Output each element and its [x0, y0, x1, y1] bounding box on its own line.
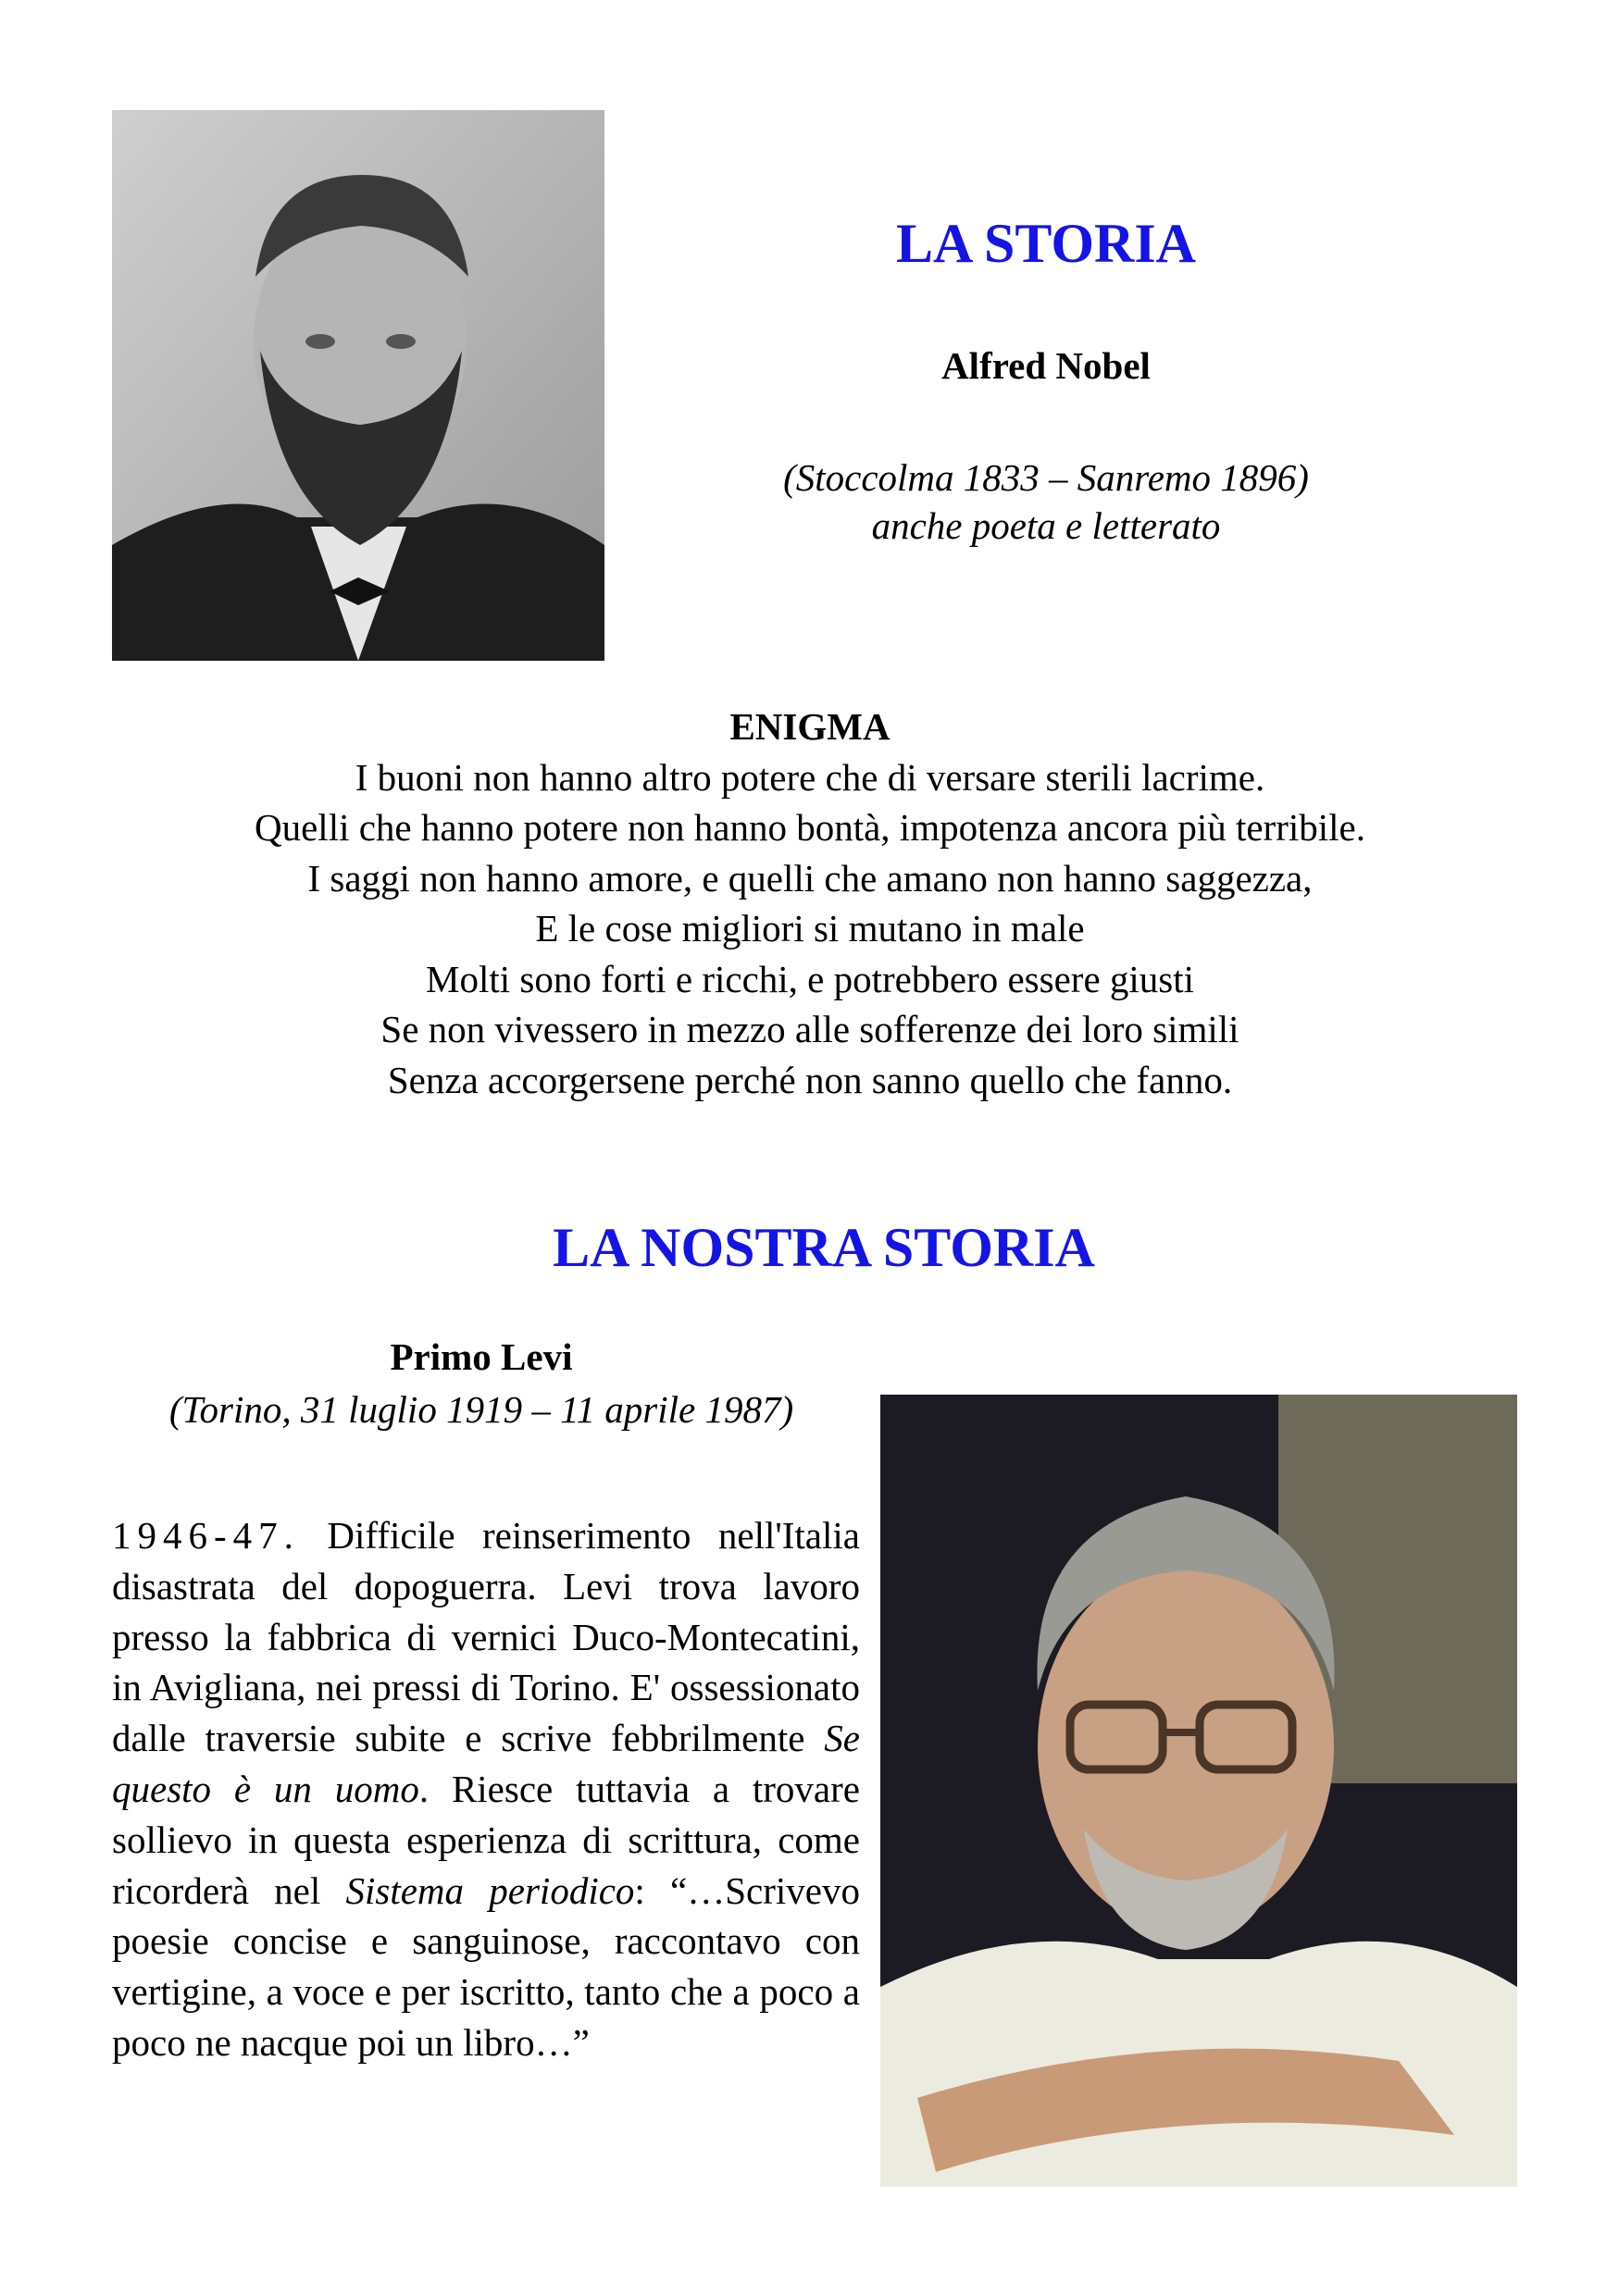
enigma-title: ENIGMA — [729, 705, 890, 748]
poem-line: Se non vivessero in mezzo alle sofferenze dei loro simili — [380, 1008, 1239, 1050]
poem-line: E le cose migliori si mutano in male — [535, 907, 1085, 949]
alfred-nobel-portrait — [112, 110, 604, 661]
bio-text-3: : “…Scrivevo poesie concise e sanguinose, raccontavo con vertigine, a voce e per iscritto, tanto che a poco a poco ne nacque poi un libro…” — [112, 1868, 860, 2064]
enigma-poem — [74, 701, 1546, 1105]
primo-levi-biography — [112, 1510, 860, 2068]
la-storia-title: LA STORIA — [895, 213, 1197, 274]
poem-line: Quelli che hanno potere non hanno bontà, impotenza ancora più terribile. — [255, 806, 1365, 849]
primo-levi-portrait — [880, 1395, 1517, 2187]
book-title-sistema-periodico: Sistema periodico — [345, 1868, 635, 1912]
alfred-nobel-subtitle: anche poeta e letterato — [871, 504, 1221, 547]
poem-line: I buoni non hanno altro potere che di versare sterili lacrime. — [355, 755, 1265, 799]
bio-text-2: . Riesce tuttavia a trovare sollievo in questa esperienza di scrittura, come ricorderà nel — [112, 1767, 860, 1912]
enigma-lines — [74, 752, 1546, 1106]
bio-year: 1946-47. — [112, 1514, 300, 1557]
book-title-se-questo-e-un-uomo: Se questo è un uomo — [112, 1717, 860, 1810]
poem-line: Molti sono forti e ricchi, e potrebbero essere giusti — [425, 957, 1195, 1000]
primo-levi-dates: (Torino, 31 luglio 1919 – 11 aprile 1987) — [168, 1388, 794, 1431]
alfred-nobel-name: Alfred Nobel — [941, 344, 1151, 387]
alfred-nobel-caption — [648, 453, 1444, 550]
la-nostra-storia-title: LA NOSTRA STORIA — [553, 1217, 1095, 1278]
bio-text-1: Difficile reinserimento nell'Italia disastrata del dopoguerra. Levi trova lavoro presso la fabbrica di vernici Duco-Montecatini, in Avigliana, nei pressi di Torino. E' ossessionato dalle traversie subite e scrive febbrilmente — [112, 1514, 860, 1760]
primo-levi-name: Primo Levi — [390, 1335, 573, 1378]
alfred-nobel-dates: (Stoccolma 1833 – Sanremo 1896) — [783, 456, 1309, 499]
poem-line: I saggi non hanno amore, e quelli che amano non hanno saggezza, — [307, 856, 1313, 900]
poem-line: Senza accorgersene perché non sanno quello che fanno. — [387, 1058, 1233, 1101]
